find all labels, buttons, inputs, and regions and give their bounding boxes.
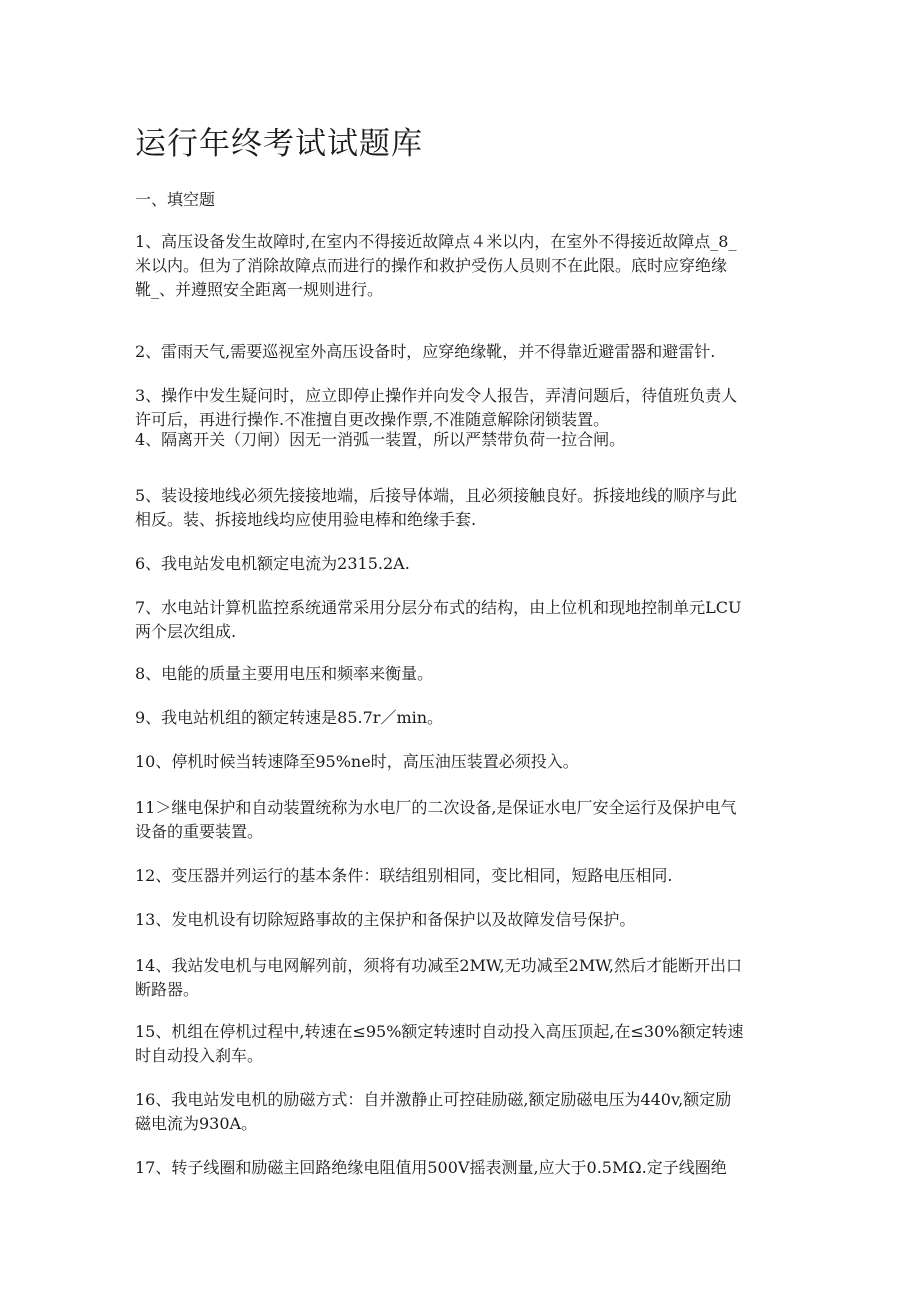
question-line: 11＞继电保护和自动装置统称为水电厂的二次设备,是保证水电厂安全运行及保护电气 (135, 798, 737, 817)
question-item (135, 596, 785, 644)
question-line: 时自动投入刹车。 (135, 1046, 264, 1065)
question-line: 断路器。 (135, 980, 200, 999)
question-item (135, 908, 785, 932)
question-item (135, 662, 785, 686)
question-item (135, 384, 785, 432)
question-item (135, 954, 785, 1002)
question-line: 14、我站发电机与电网解列前，须将有功减至2MW,无功减至2MW,然后才能断开出口 (135, 956, 742, 975)
question-line: 1、高压设备发生故障时,在室内不得接近故障点４米以内，在室外不得接近故障点_8_ (135, 232, 737, 251)
question-item (135, 1088, 785, 1136)
question-line: 设备的重要装置。 (135, 822, 264, 841)
question-line: 4、隔离开关（刀闸）因无一消弧一装置，所以严禁带负荷一拉合闸。 (135, 430, 626, 449)
question-line: 相反。装、拆接地线均应使用验电棒和绝缘手套. (135, 510, 477, 529)
question-line: 17、转子线圈和励磁主回路绝缘电阻值用500V摇表测量,应大于0.5MΩ.定子线圈绝 (135, 1158, 727, 1177)
question-item (135, 484, 785, 532)
question-line: 6、我电站发电机额定电流为2315.2A. (135, 554, 410, 573)
question-item (135, 796, 785, 844)
question-line: 8、电能的质量主要用电压和频率来衡量。 (135, 664, 434, 683)
question-line: 9、我电站机组的额定转速是85.7r／min。 (135, 708, 444, 727)
section-heading: 一、填空题 (135, 190, 216, 209)
question-item (135, 1020, 785, 1068)
question-item (135, 864, 785, 888)
question-line: 米以内。但为了消除故障点而进行的操作和救护受伤人员则不在此限。底时应穿绝缘 (135, 256, 728, 275)
question-item (135, 552, 785, 576)
question-line: 15、机组在停机过程中,转速在≤95%额定转速时自动投入高压顶起,在≤30%额定转速 (135, 1022, 744, 1041)
question-line: 10、停机时候当转速降至95%ne时，高压油压装置必须投入。 (135, 752, 579, 771)
question-item (135, 230, 785, 302)
question-line: 2、雷雨天气,需要巡视室外高压设备时，应穿绝缘靴，并不得靠近避雷器和避雷针. (135, 342, 716, 361)
question-item (135, 1156, 785, 1180)
question-line: 12、变压器并列运行的基本条件：联结组别相同，变比相同，短路电压相同. (135, 866, 673, 885)
question-item (135, 428, 785, 452)
question-item (135, 750, 785, 774)
question-line: 两个层次组成. (135, 622, 237, 641)
question-line: 磁电流为930A。 (135, 1114, 258, 1133)
question-line: 5、装设接地线必须先接接地端，后接导体端，且必须接触良好。拆接地线的顺序与此 (135, 486, 738, 505)
question-line: 3、操作中发生疑问时，应立即停止操作并向发令人报告，弄清问题后，待值班负责人 (135, 386, 738, 405)
question-line: 许可后，再进行操作.不准擅自更改操作票,不准随意解除闭锁装置。 (135, 410, 610, 429)
question-line: 7、水电站计算机监控系统通常采用分层分布式的结构，由上位机和现地控制单元LCU (135, 598, 742, 617)
question-item (135, 340, 785, 364)
question-line: 16、我电站发电机的励磁方式：自并激静止可控硅励磁,额定励磁电压为440v,额定励 (135, 1090, 732, 1109)
question-item (135, 706, 785, 730)
question-line: 靴_、并遵照安全距离一规则进行。 (135, 280, 384, 299)
document-title: 运行年终考试试题库 (135, 126, 423, 162)
question-line: 13、发电机设有切除短路事故的主保护和备保护以及故障发信号保护。 (135, 910, 636, 929)
